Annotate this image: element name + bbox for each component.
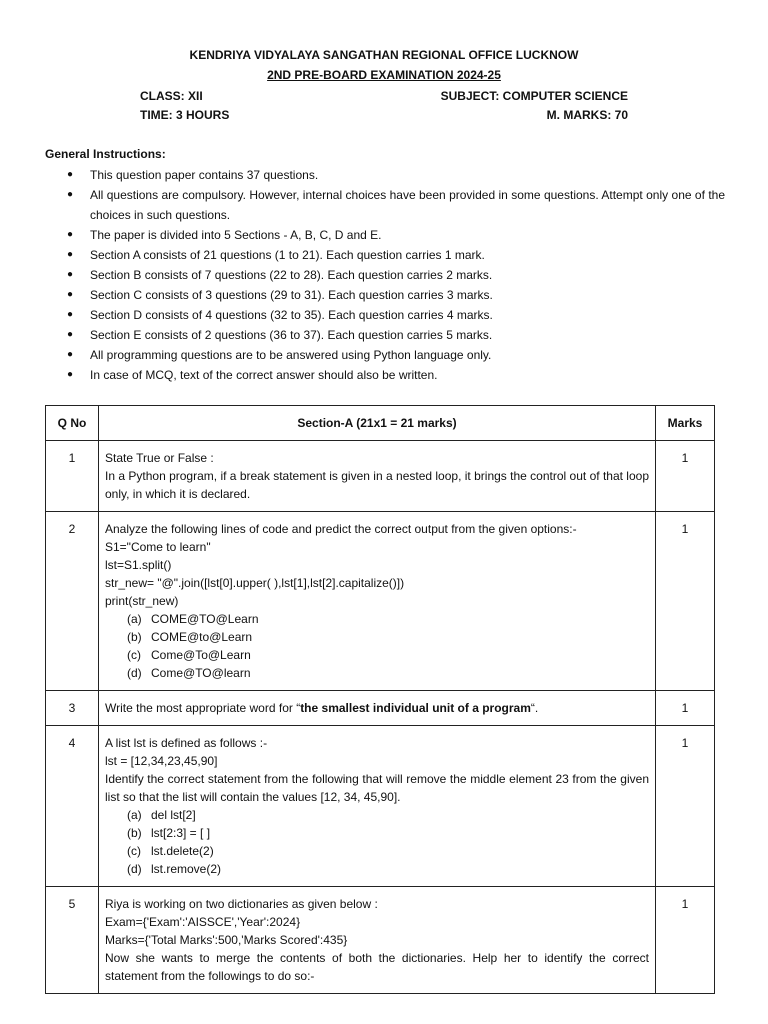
question-suffix: “. — [530, 701, 539, 715]
question-text — [99, 512, 656, 691]
col-qno-header: Q No — [46, 406, 99, 441]
option-item — [127, 628, 649, 646]
question-marks: 1 — [656, 441, 715, 512]
exam-title: 2ND PRE-BOARD EXAMINATION 2024-25 — [267, 68, 501, 82]
time-label: TIME: 3 HOURS — [140, 108, 230, 122]
question-text — [99, 726, 656, 887]
option-item — [127, 824, 649, 842]
question-table — [45, 405, 715, 994]
options-list — [105, 806, 649, 878]
question-line: Now she wants to merge the contents of both the dictionaries. Help her to identify the correct statement from the followings to do so:- — [105, 951, 649, 983]
code-line: Marks={'Total Marks':500,'Marks Scored':435} — [105, 933, 348, 947]
option-label: (d) — [127, 862, 142, 876]
code-line: str_new= "@".join([lst[0].upper( ),lst[1],lst[2].capitalize()]) — [105, 576, 405, 590]
option-label: (b) — [127, 630, 142, 644]
table-row-q5 — [46, 887, 715, 994]
option-item — [127, 806, 649, 824]
board-name: KENDRIYA VIDYALAYA SANGATHAN REGIONAL OFFICE LUCKNOW — [189, 48, 579, 62]
question-number: 4 — [46, 726, 99, 887]
instruction-item: ● The paper is divided into 5 Sections - A, B, C, D and E. — [45, 225, 725, 245]
option-text: Come@TO@learn — [151, 666, 251, 680]
instruction-item: ● All questions are compulsory. However, internal choices have been provided in some questions. Attempt only one of the choices in such questions. — [45, 185, 725, 225]
options-list — [105, 610, 649, 682]
question-number: 5 — [46, 887, 99, 994]
option-text: COME@TO@Learn — [151, 612, 259, 626]
instructions-list — [45, 165, 725, 385]
col-section-header: Section-A (21x1 = 21 marks) — [99, 406, 656, 441]
question-text — [99, 441, 656, 512]
table-row-q4 — [46, 726, 715, 887]
question-number: 2 — [46, 512, 99, 691]
instruction-item: ● In case of MCQ, text of the correct answer should also be written. — [45, 365, 725, 385]
option-item — [127, 610, 649, 628]
option-text: del lst[2] — [151, 808, 196, 822]
code-line: Exam={'Exam':'AISSCE','Year':2024} — [105, 915, 301, 929]
option-label: (a) — [127, 612, 142, 626]
question-text — [99, 691, 656, 726]
instruction-item: ● Section A consists of 21 questions (1 to 21). Each question carries 1 mark. — [45, 245, 725, 265]
code-line: lst=S1.split() — [105, 558, 172, 572]
question-marks: 1 — [656, 691, 715, 726]
instruction-item: ● Section E consists of 2 questions (36 to 37). Each question carries 5 marks. — [45, 325, 725, 345]
col-marks-header: Marks — [656, 406, 715, 441]
option-label: (b) — [127, 826, 142, 840]
option-item — [127, 664, 649, 682]
question-line: A list lst is defined as follows :- — [105, 736, 268, 750]
question-line: In a Python program, if a break statement is given in a nested loop, it brings the control out of that loop only, in which it is declared. — [105, 469, 649, 501]
question-line: State True or False : — [105, 451, 214, 465]
max-marks-label: M. MARKS: 70 — [546, 108, 628, 122]
option-item — [127, 860, 649, 878]
option-label: (d) — [127, 666, 142, 680]
question-prefix: Write the most appropriate word for “ — [105, 701, 301, 715]
option-item — [127, 842, 649, 860]
option-label: (c) — [127, 844, 141, 858]
question-emphasis: the smallest individual unit of a program — [300, 701, 531, 715]
question-number: 1 — [46, 441, 99, 512]
option-text: lst[2:3] = [ ] — [151, 826, 211, 840]
subject-label: SUBJECT: COMPUTER SCIENCE — [440, 89, 628, 103]
table-row-q2 — [46, 512, 715, 691]
question-marks: 1 — [656, 726, 715, 887]
question-marks: 1 — [656, 887, 715, 994]
code-line: print(str_new) — [105, 594, 179, 608]
option-label: (a) — [127, 808, 142, 822]
question-marks: 1 — [656, 512, 715, 691]
general-instructions-title: General Instructions: — [45, 147, 166, 161]
option-text: lst.remove(2) — [151, 862, 222, 876]
instruction-item: ● Section C consists of 3 questions (29 to 31). Each question carries 3 marks. — [45, 285, 725, 305]
table-row-q1 — [46, 441, 715, 512]
instruction-item: ● This question paper contains 37 questions. — [45, 165, 725, 185]
question-line: Identify the correct statement from the following that will remove the middle element 23 from the given list so that the list will contain the values [12, 34, 45,90]. — [105, 772, 649, 804]
option-text: Come@To@Learn — [151, 648, 251, 662]
class-label: CLASS: XII — [140, 89, 203, 103]
option-label: (c) — [127, 648, 141, 662]
table-header-row — [46, 406, 715, 441]
question-line: Riya is working on two dictionaries as given below : — [105, 897, 378, 911]
option-item — [127, 646, 649, 664]
instruction-item: ● Section D consists of 4 questions (32 to 35). Each question carries 4 marks. — [45, 305, 725, 325]
option-text: COME@to@Learn — [151, 630, 253, 644]
option-text: lst.delete(2) — [151, 844, 214, 858]
code-line: S1="Come to learn" — [105, 540, 211, 554]
instruction-item: ● Section B consists of 7 questions (22 to 28). Each question carries 2 marks. — [45, 265, 725, 285]
question-text — [99, 887, 656, 994]
table-row-q3 — [46, 691, 715, 726]
question-number: 3 — [46, 691, 99, 726]
code-line: lst = [12,34,23,45,90] — [105, 754, 218, 768]
instruction-item: ● All programming questions are to be answered using Python language only. — [45, 345, 725, 365]
question-line: Analyze the following lines of code and predict the correct output from the given options:- — [105, 522, 577, 536]
